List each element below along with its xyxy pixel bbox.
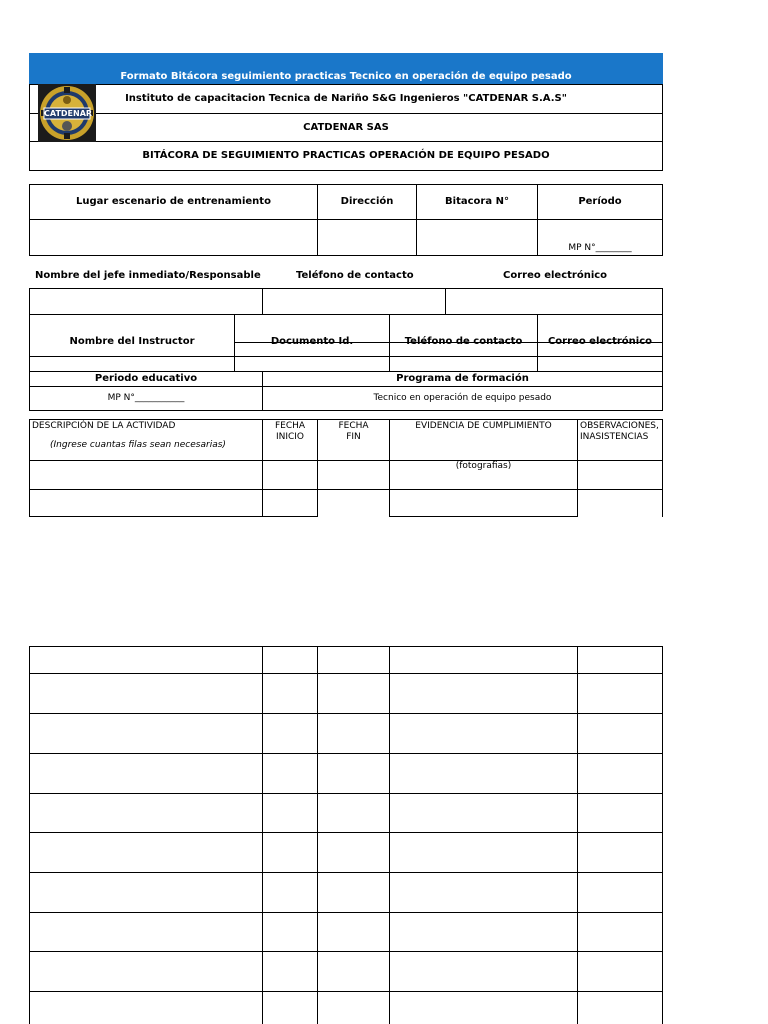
institute-name: Instituto de capacitacion Tecnica de Nariño S&G Ingenieros "CATDENAR S.A.S" [125, 93, 567, 104]
col-documento-label: Documento Id. [270, 336, 354, 347]
form-title-row [29, 141, 663, 171]
jefe-telefono-field[interactable] [262, 288, 446, 315]
direccion-field[interactable] [317, 219, 417, 256]
col-lugar-header [29, 184, 318, 220]
company-row [29, 113, 663, 142]
activity-row-1-observaciones[interactable] [577, 460, 663, 490]
activity-row-2-right-edge [662, 489, 663, 517]
form-title: BITÁCORA DE SEGUIMIENTO PRACTICAS OPERACIÓN DE EQUIPO PESADO [142, 150, 550, 161]
col-instructor-label: Nombre del Instructor [69, 336, 195, 347]
col-fecha-fin-label: FECHA FIN [338, 421, 369, 442]
logo-text: CATDENAR [44, 109, 93, 118]
jefe-nombre-field[interactable] [29, 288, 263, 315]
catdenar-logo [38, 84, 96, 142]
jefe-telefono-label: Teléfono de contacto [296, 270, 414, 281]
banner-text: Formato Bitácora seguimiento practicas Tecnico en operación de equipo pesado [120, 71, 572, 82]
bitacora-field[interactable] [416, 219, 538, 256]
programa-value: Tecnico en operación de equipo pesado [373, 393, 552, 403]
activity-row-2-fecha-inicio[interactable] [262, 489, 318, 517]
jefe-correo-field[interactable] [445, 288, 663, 315]
activity-row-1-fecha-fin[interactable] [317, 460, 390, 490]
programa-field[interactable] [262, 386, 663, 411]
col-instructor-correo-label: Correo electrónico [547, 336, 653, 347]
activity-row-1-descripcion[interactable] [29, 460, 263, 490]
col-bitacora-header [416, 184, 538, 220]
col-evidencia-label: EVIDENCIA DE CUMPLIMIENTO [415, 421, 552, 431]
instructor-documento-field[interactable] [234, 342, 390, 372]
institute-row [29, 84, 663, 114]
col-direccion-header [317, 184, 417, 220]
col-fecha-inicio-header [262, 419, 318, 461]
periodo-mp-text: MP N°________ [568, 243, 632, 253]
col-instructor-telefono-label: Teléfono de contacto [404, 336, 523, 347]
activity-row-2-descripcion[interactable] [29, 489, 263, 517]
col-fecha-fin-header [317, 419, 390, 461]
col-periodo-label: Período [578, 196, 622, 207]
col-fecha-inicio-label: FECHA INICIO [274, 421, 306, 442]
jefe-correo-label: Correo electrónico [503, 270, 608, 281]
col-periodo-header [537, 184, 663, 220]
col-programa-label: Programa de formación [396, 373, 529, 384]
col-periodo-educativo-header [29, 371, 263, 387]
col-periodo-educativo-label: Periodo educativo [94, 373, 198, 384]
col-descripcion-header [29, 419, 263, 461]
col-descripcion-hint: (Ingrese cuantas filas sean necesarias) [50, 440, 226, 450]
lugar-field[interactable] [29, 219, 318, 256]
col-bitacora-label: Bitacora N° [445, 196, 509, 207]
jefe-label: Nombre del jefe inmediato/Responsable [35, 270, 261, 281]
col-observaciones-header [577, 419, 663, 461]
company-name: CATDENAR SAS [303, 121, 389, 133]
col-programa-header [262, 371, 663, 387]
instructor-nombre-field[interactable] [29, 342, 235, 372]
activity-row-1-fecha-inicio[interactable] [262, 460, 318, 490]
col-direccion-label: Dirección [340, 196, 394, 207]
activities-table-page-2 [29, 646, 663, 1024]
instructor-telefono-field[interactable] [389, 342, 538, 372]
periodo-field[interactable] [537, 219, 663, 256]
activity-row-2-evidencia[interactable] [389, 489, 578, 517]
form-banner [29, 53, 663, 84]
col-evidencia-header [389, 419, 578, 461]
instructor-correo-field[interactable] [537, 342, 663, 372]
col-lugar-label: Lugar escenario de entrenamiento [76, 196, 271, 207]
periodo-educativo-mp-text: MP N°___________ [107, 393, 185, 403]
periodo-educativo-field[interactable] [29, 386, 263, 411]
col-descripcion-label: DESCRIPCIÓN DE LA ACTIVIDAD [32, 421, 176, 431]
evidencia-hint: (fotografias) [455, 461, 512, 471]
col-observaciones-label: OBSERVACIONES, INASISTENCIAS [580, 421, 659, 442]
activity-row-1-evidencia[interactable] [389, 460, 578, 490]
